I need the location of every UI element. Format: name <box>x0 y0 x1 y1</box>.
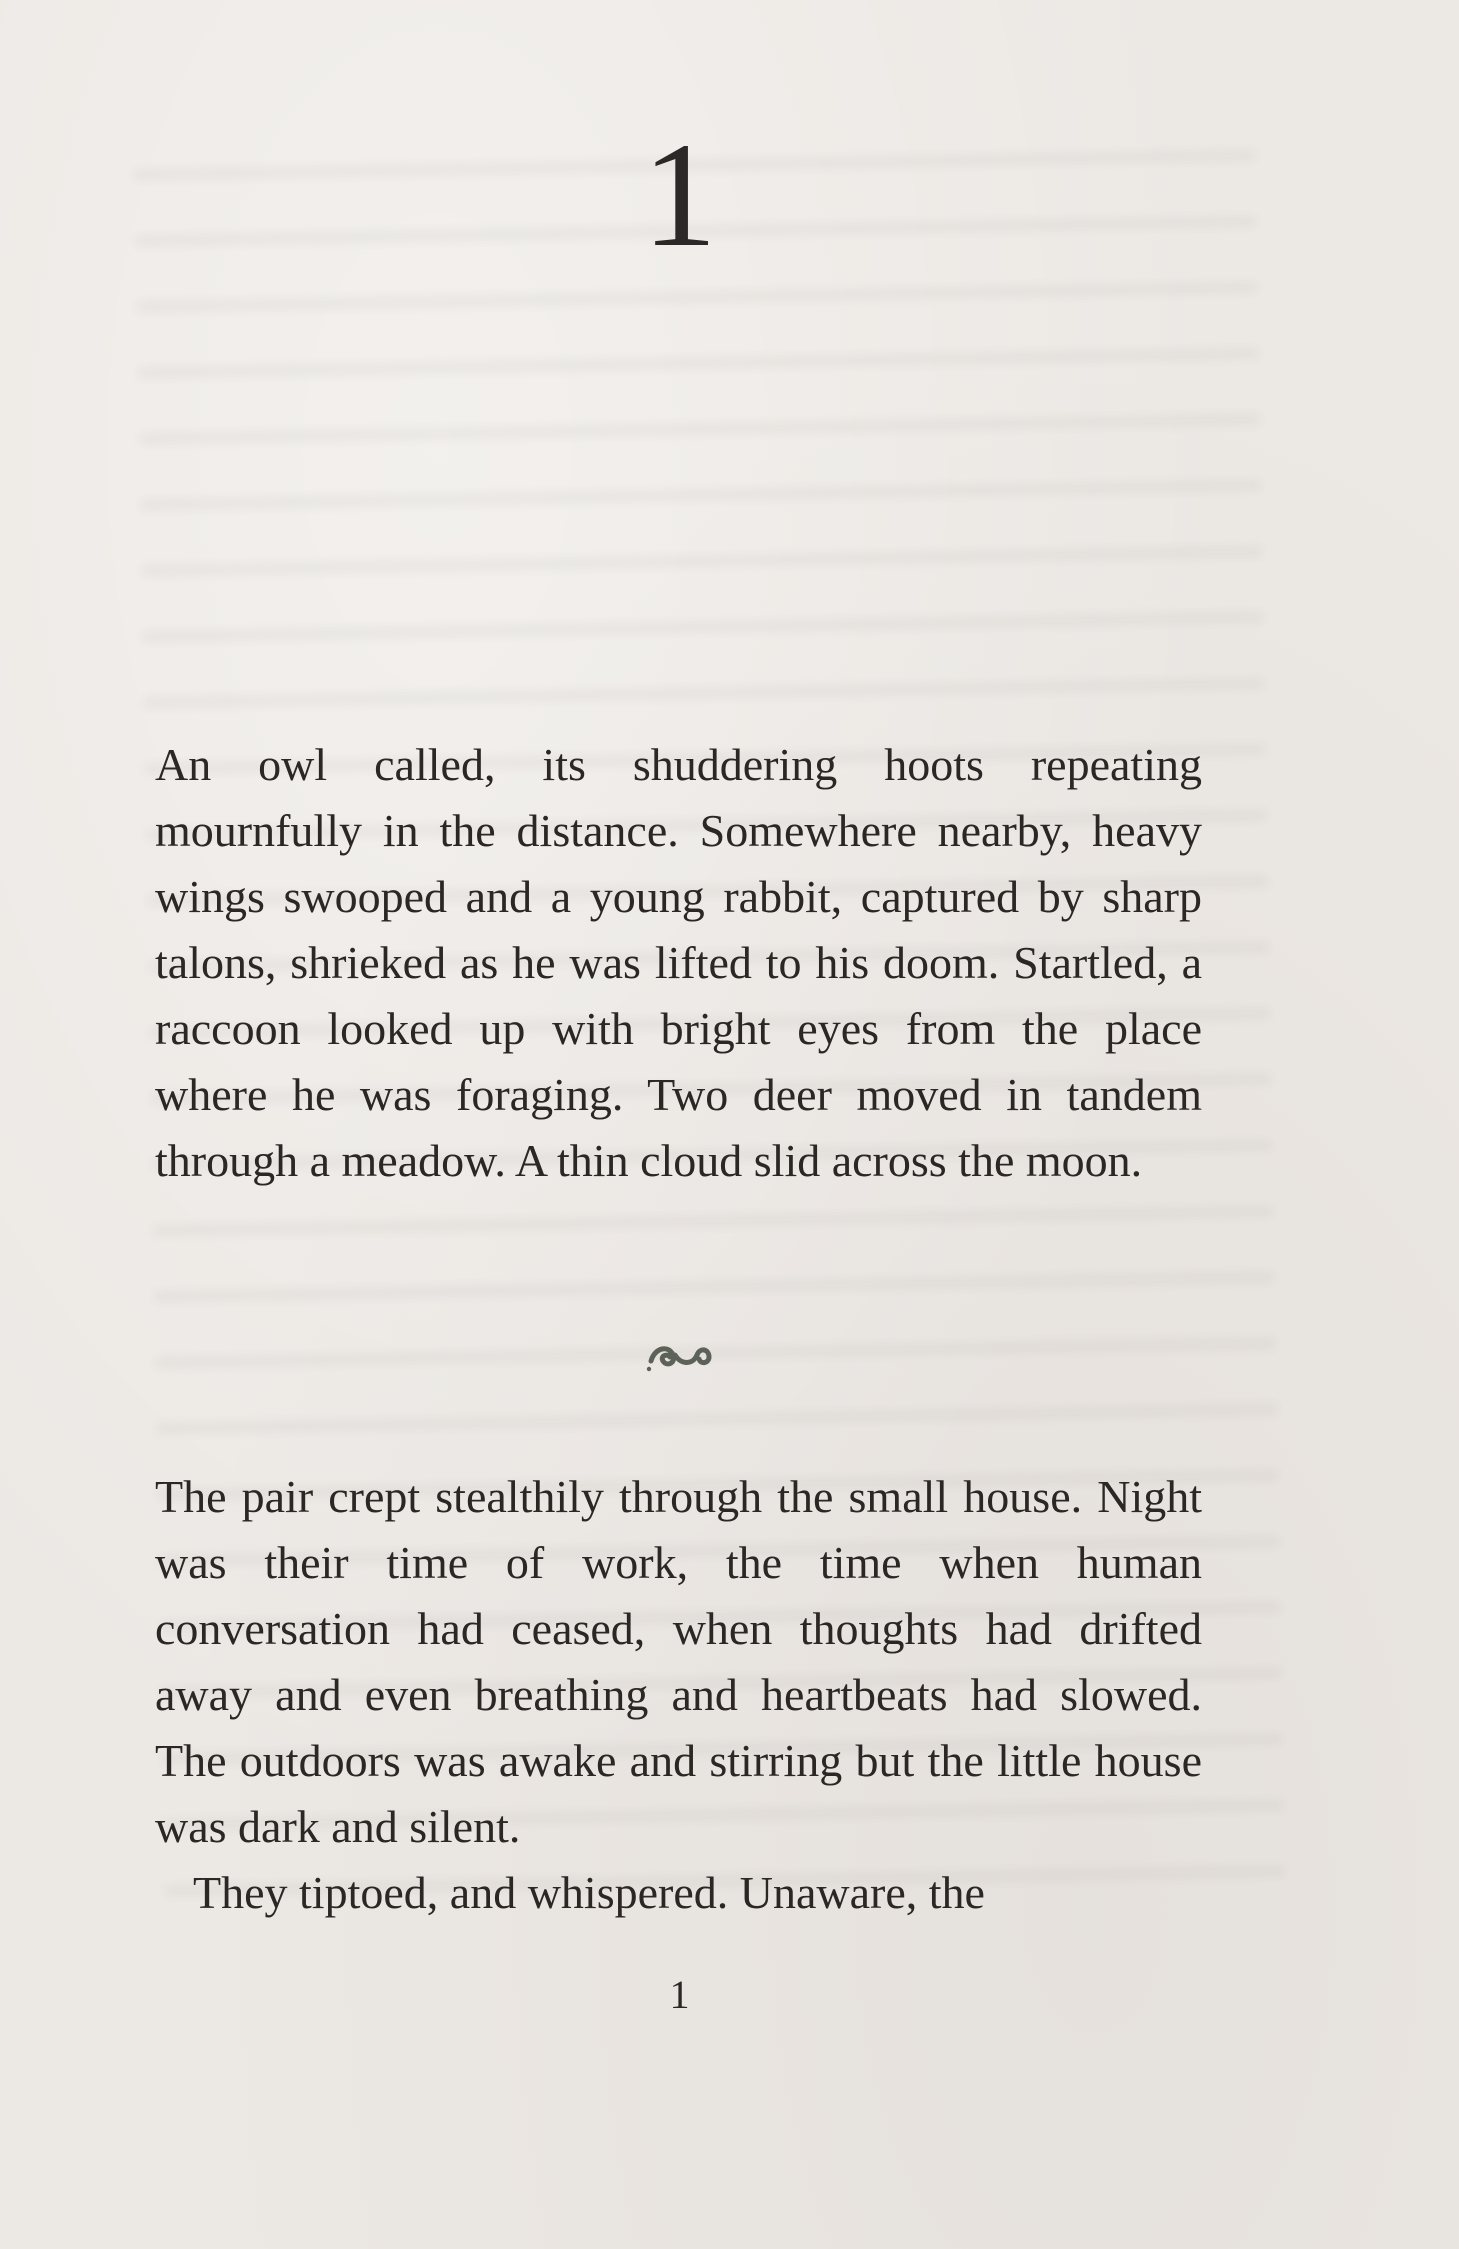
fleuron-swirl-icon <box>645 1335 715 1375</box>
opening-paragraph: An owl called, its shuddering hoots repeating mournfully in the distance. Somewhere nearby, heavy wings swooped and a young rabbit, captured by sharp talons, shrieked as he was lifted to his doom. Startled, a raccoon looked up with bright eyes from the place where he was foraging. Two deer moved in tandem through a meadow. A thin cloud slid across the moon. <box>155 739 1202 1186</box>
chapter-number: 1 <box>642 112 717 278</box>
second-section <box>155 1464 1202 1926</box>
section-break-ornament <box>640 1325 720 1385</box>
third-paragraph: They tiptoed, and whispered. Unaware, the <box>193 1867 985 1918</box>
second-paragraph: The pair crept stealthily through the small house. Night was their time of work, the time when human conversation had ceased, when thoughts had drifted away and even breathing and heartbeats had slowed. The outdoors was awake and stirring but the little house was dark and silent. <box>155 1471 1202 1852</box>
opening-section <box>155 732 1202 1194</box>
page-number: 1 <box>669 1972 690 2017</box>
